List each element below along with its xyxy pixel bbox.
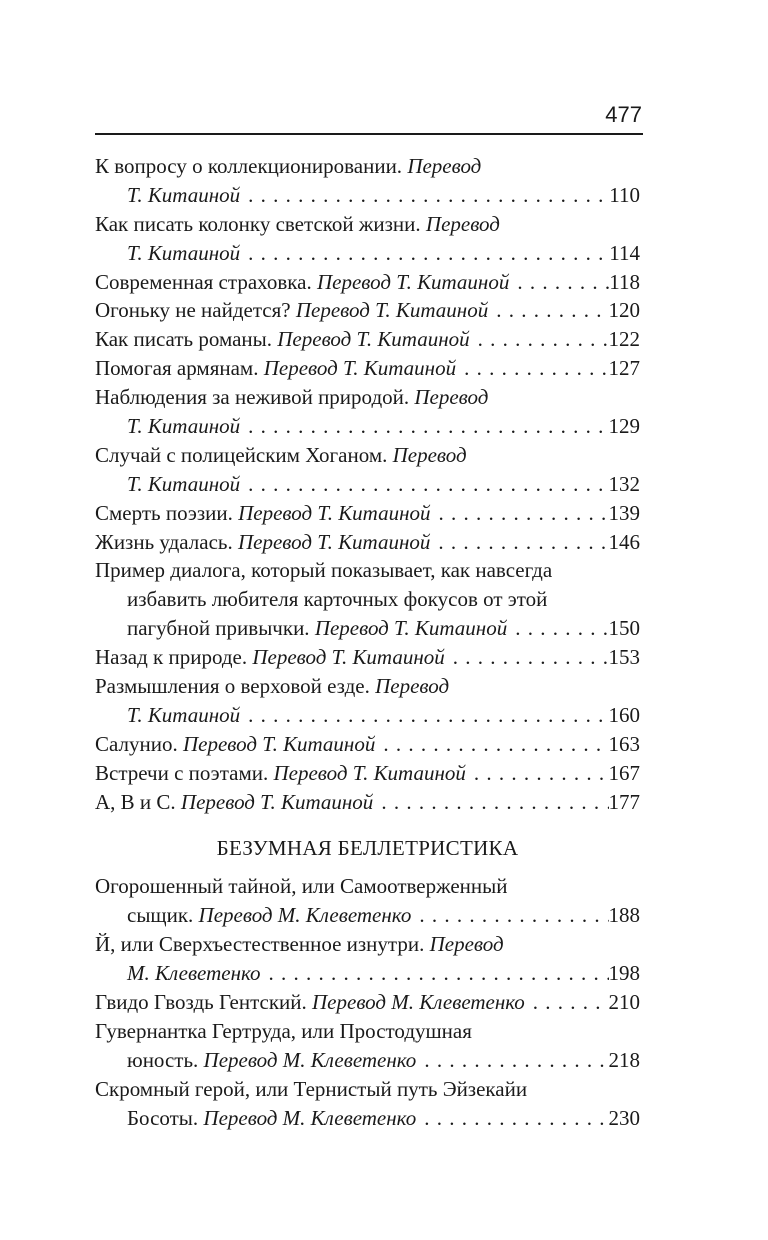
toc-entry-line bbox=[95, 556, 640, 585]
entry-text bbox=[127, 239, 240, 268]
entry-page-number: 146 bbox=[608, 529, 640, 554]
dot-leader bbox=[445, 643, 609, 672]
dot-leader bbox=[240, 239, 609, 268]
entry-translator: Перевод Т. Китаиной bbox=[273, 760, 466, 785]
entry-title: Как писать романы. bbox=[95, 327, 278, 352]
dot-leader bbox=[509, 268, 609, 297]
entry-translator: Перевод bbox=[429, 932, 504, 957]
entry-text bbox=[127, 412, 240, 441]
entry-translator: Перевод М. Клеветенко bbox=[203, 1105, 417, 1130]
entry-page-number: 163 bbox=[608, 731, 640, 756]
entry-title: пагубной привычки. bbox=[127, 616, 315, 641]
entry-title: Размышления о верховой езде. bbox=[95, 674, 376, 699]
entry-title: Огоньку не найдется? bbox=[95, 298, 296, 323]
toc-entry-line bbox=[95, 210, 640, 239]
toc-entry bbox=[95, 759, 640, 788]
entry-translator: Перевод Т. Китаиной bbox=[237, 529, 431, 554]
toc-entry bbox=[95, 325, 640, 354]
entry-page-number: 210 bbox=[608, 989, 640, 1014]
entry-title: избавить любителя карточных фокусов от этой bbox=[127, 587, 548, 612]
entry-page-number: 198 bbox=[608, 961, 640, 986]
entry-text bbox=[127, 470, 240, 499]
entry-title: Назад к природе. bbox=[95, 645, 253, 670]
entry-translator: Перевод Т. Китаиной bbox=[314, 616, 508, 641]
entry-title: Современная страховка. bbox=[95, 269, 317, 294]
entry-translator: Перевод Т. Китаиной bbox=[316, 269, 510, 294]
header-rule bbox=[95, 133, 643, 135]
dot-leader bbox=[470, 325, 609, 354]
entry-text bbox=[95, 499, 431, 528]
toc-entry-line bbox=[95, 152, 640, 181]
entry-translator: Т. Китаиной bbox=[127, 182, 241, 207]
toc-entry-line bbox=[95, 441, 640, 470]
entry-title: Жизнь удалась. bbox=[95, 529, 238, 554]
entry-title: Й, или Сверхъестественное изнутри. bbox=[95, 932, 430, 957]
toc-entry-line bbox=[95, 930, 640, 959]
entry-translator: Перевод М. Клеветенко bbox=[312, 989, 525, 1014]
entry-text bbox=[95, 268, 509, 297]
toc-entry-line bbox=[95, 1017, 640, 1046]
entry-title: Босоты. bbox=[127, 1105, 204, 1130]
entry-title: Скромный герой, или Тернистый путь Эйзекайи bbox=[95, 1076, 528, 1101]
entry-text bbox=[95, 354, 456, 383]
entry-title: Гвидо Гвоздь Гентский. bbox=[95, 989, 313, 1014]
dot-leader bbox=[416, 1046, 608, 1075]
toc-entry bbox=[95, 730, 640, 759]
toc-entry-line bbox=[95, 383, 640, 412]
entry-translator: Перевод М. Клеветенко bbox=[198, 903, 412, 928]
toc-entry bbox=[95, 296, 640, 325]
toc-entry bbox=[95, 181, 640, 210]
entry-translator: Перевод М. Клеветенко bbox=[203, 1047, 417, 1072]
dot-leader bbox=[456, 354, 608, 383]
toc-entry bbox=[95, 470, 640, 499]
entry-translator: Перевод Т. Китаиной bbox=[252, 645, 445, 670]
section-title: БЕЗУМНАЯ БЕЛЛЕТРИСТИКА bbox=[216, 836, 519, 861]
entry-title: Смерть поэзии. bbox=[95, 500, 239, 525]
entry-text bbox=[127, 1046, 416, 1075]
dot-leader bbox=[373, 788, 608, 817]
dot-leader bbox=[240, 181, 609, 210]
entry-text bbox=[95, 325, 470, 354]
toc-entry bbox=[95, 959, 640, 988]
entry-translator: Т. Китаиной bbox=[127, 702, 241, 727]
entry-page-number: 230 bbox=[608, 1105, 640, 1130]
toc-entry bbox=[95, 1046, 640, 1075]
entry-title: Пример диалога, который показывает, как навсегда bbox=[95, 558, 553, 583]
entry-text bbox=[127, 181, 240, 210]
toc-entry bbox=[95, 988, 640, 1017]
dot-leader bbox=[375, 730, 608, 759]
entry-title: Помогая армянам. bbox=[95, 356, 264, 381]
toc-entry bbox=[95, 412, 640, 441]
dot-leader bbox=[261, 959, 609, 988]
entry-page-number: 160 bbox=[608, 702, 640, 727]
entry-text bbox=[95, 759, 466, 788]
toc-entry-line bbox=[95, 585, 640, 614]
entry-text bbox=[95, 788, 373, 817]
entry-text bbox=[95, 730, 375, 759]
entry-translator: М. Клеветенко bbox=[127, 961, 261, 986]
entry-text bbox=[127, 901, 411, 930]
entry-text bbox=[95, 988, 525, 1017]
toc-entry bbox=[95, 701, 640, 730]
entry-page-number: 129 bbox=[608, 414, 640, 439]
entry-translator: Перевод bbox=[425, 211, 500, 236]
dot-leader bbox=[430, 528, 608, 557]
entry-translator: Т. Китаиной bbox=[127, 240, 241, 265]
entry-title: Салунио. bbox=[95, 731, 183, 756]
toc-entry bbox=[95, 901, 640, 930]
entry-translator: Перевод bbox=[375, 674, 450, 699]
page-number: 477 bbox=[605, 102, 642, 127]
entry-page-number: 139 bbox=[608, 500, 640, 525]
entry-text bbox=[127, 614, 507, 643]
table-of-contents bbox=[95, 152, 640, 1132]
entry-translator: Перевод Т. Китаиной bbox=[277, 327, 470, 352]
dot-leader bbox=[240, 701, 608, 730]
toc-entry bbox=[95, 788, 640, 817]
dot-leader bbox=[488, 296, 608, 325]
entry-translator: Т. Китаиной bbox=[127, 414, 241, 439]
entry-translator: Перевод Т. Китаиной bbox=[238, 500, 431, 525]
toc-entry bbox=[95, 354, 640, 383]
entry-text bbox=[127, 959, 261, 988]
entry-title: юность. bbox=[127, 1047, 204, 1072]
entry-translator: Перевод Т. Китаиной bbox=[182, 731, 376, 756]
entry-translator: Т. Китаиной bbox=[127, 471, 241, 496]
entry-page-number: 118 bbox=[609, 269, 640, 294]
dot-leader bbox=[431, 499, 609, 528]
dot-leader bbox=[240, 412, 608, 441]
toc-entry-line bbox=[95, 672, 640, 701]
entry-text bbox=[95, 643, 445, 672]
entry-title: Случай с полицейским Хоганом. bbox=[95, 442, 393, 467]
entry-translator: Перевод bbox=[392, 442, 467, 467]
entry-text bbox=[127, 701, 240, 730]
toc-entry bbox=[95, 1104, 640, 1133]
entry-page-number: 153 bbox=[608, 645, 640, 670]
dot-leader bbox=[240, 470, 608, 499]
entry-page-number: 110 bbox=[609, 182, 640, 207]
entry-title: Наблюдения за неживой природой. bbox=[95, 385, 415, 410]
toc-entry bbox=[95, 499, 640, 528]
entry-title: Как писать колонку светской жизни. bbox=[95, 211, 426, 236]
toc-entry bbox=[95, 614, 640, 643]
entry-translator: Перевод bbox=[407, 154, 482, 178]
toc-entry bbox=[95, 643, 640, 672]
entry-text bbox=[127, 1104, 416, 1133]
entry-title: Гувернантка Гертруда, или Простодушная bbox=[95, 1018, 472, 1043]
entry-title: К вопросу о коллекционировании. bbox=[95, 154, 408, 178]
entry-page-number: 120 bbox=[608, 298, 640, 323]
toc-entry bbox=[95, 528, 640, 557]
dot-leader bbox=[507, 614, 608, 643]
toc-entry-line bbox=[95, 1075, 640, 1104]
entry-translator: Перевод Т. Китаиной bbox=[180, 789, 374, 814]
entry-title: Огорошенный тайной, или Самоотверженный bbox=[95, 874, 508, 899]
entry-title: сыщик. bbox=[127, 903, 199, 928]
entry-page-number: 127 bbox=[608, 356, 640, 381]
entry-title: А, В и С. bbox=[95, 789, 181, 814]
dot-leader bbox=[411, 901, 608, 930]
entry-page-number: 177 bbox=[608, 789, 640, 814]
toc-entry-line bbox=[95, 872, 640, 901]
entry-page-number: 132 bbox=[608, 471, 640, 496]
entry-page-number: 122 bbox=[608, 327, 640, 352]
dot-leader bbox=[466, 759, 609, 788]
entry-translator: Перевод Т. Китаиной bbox=[263, 356, 457, 381]
dot-leader bbox=[416, 1104, 608, 1133]
toc-entry bbox=[95, 239, 640, 268]
entry-text bbox=[95, 528, 430, 557]
entry-page-number: 218 bbox=[608, 1047, 640, 1072]
entry-text bbox=[95, 296, 488, 325]
entry-page-number: 188 bbox=[608, 903, 640, 928]
dot-leader bbox=[525, 988, 609, 1017]
entry-page-number: 167 bbox=[608, 760, 640, 785]
toc-entry bbox=[95, 268, 640, 297]
entry-translator: Перевод Т. Китаиной bbox=[295, 298, 489, 323]
entry-title: Встречи с поэтами. bbox=[95, 760, 274, 785]
entry-translator: Перевод bbox=[414, 385, 489, 410]
entry-page-number: 114 bbox=[609, 240, 640, 265]
entry-page-number: 150 bbox=[608, 616, 640, 641]
